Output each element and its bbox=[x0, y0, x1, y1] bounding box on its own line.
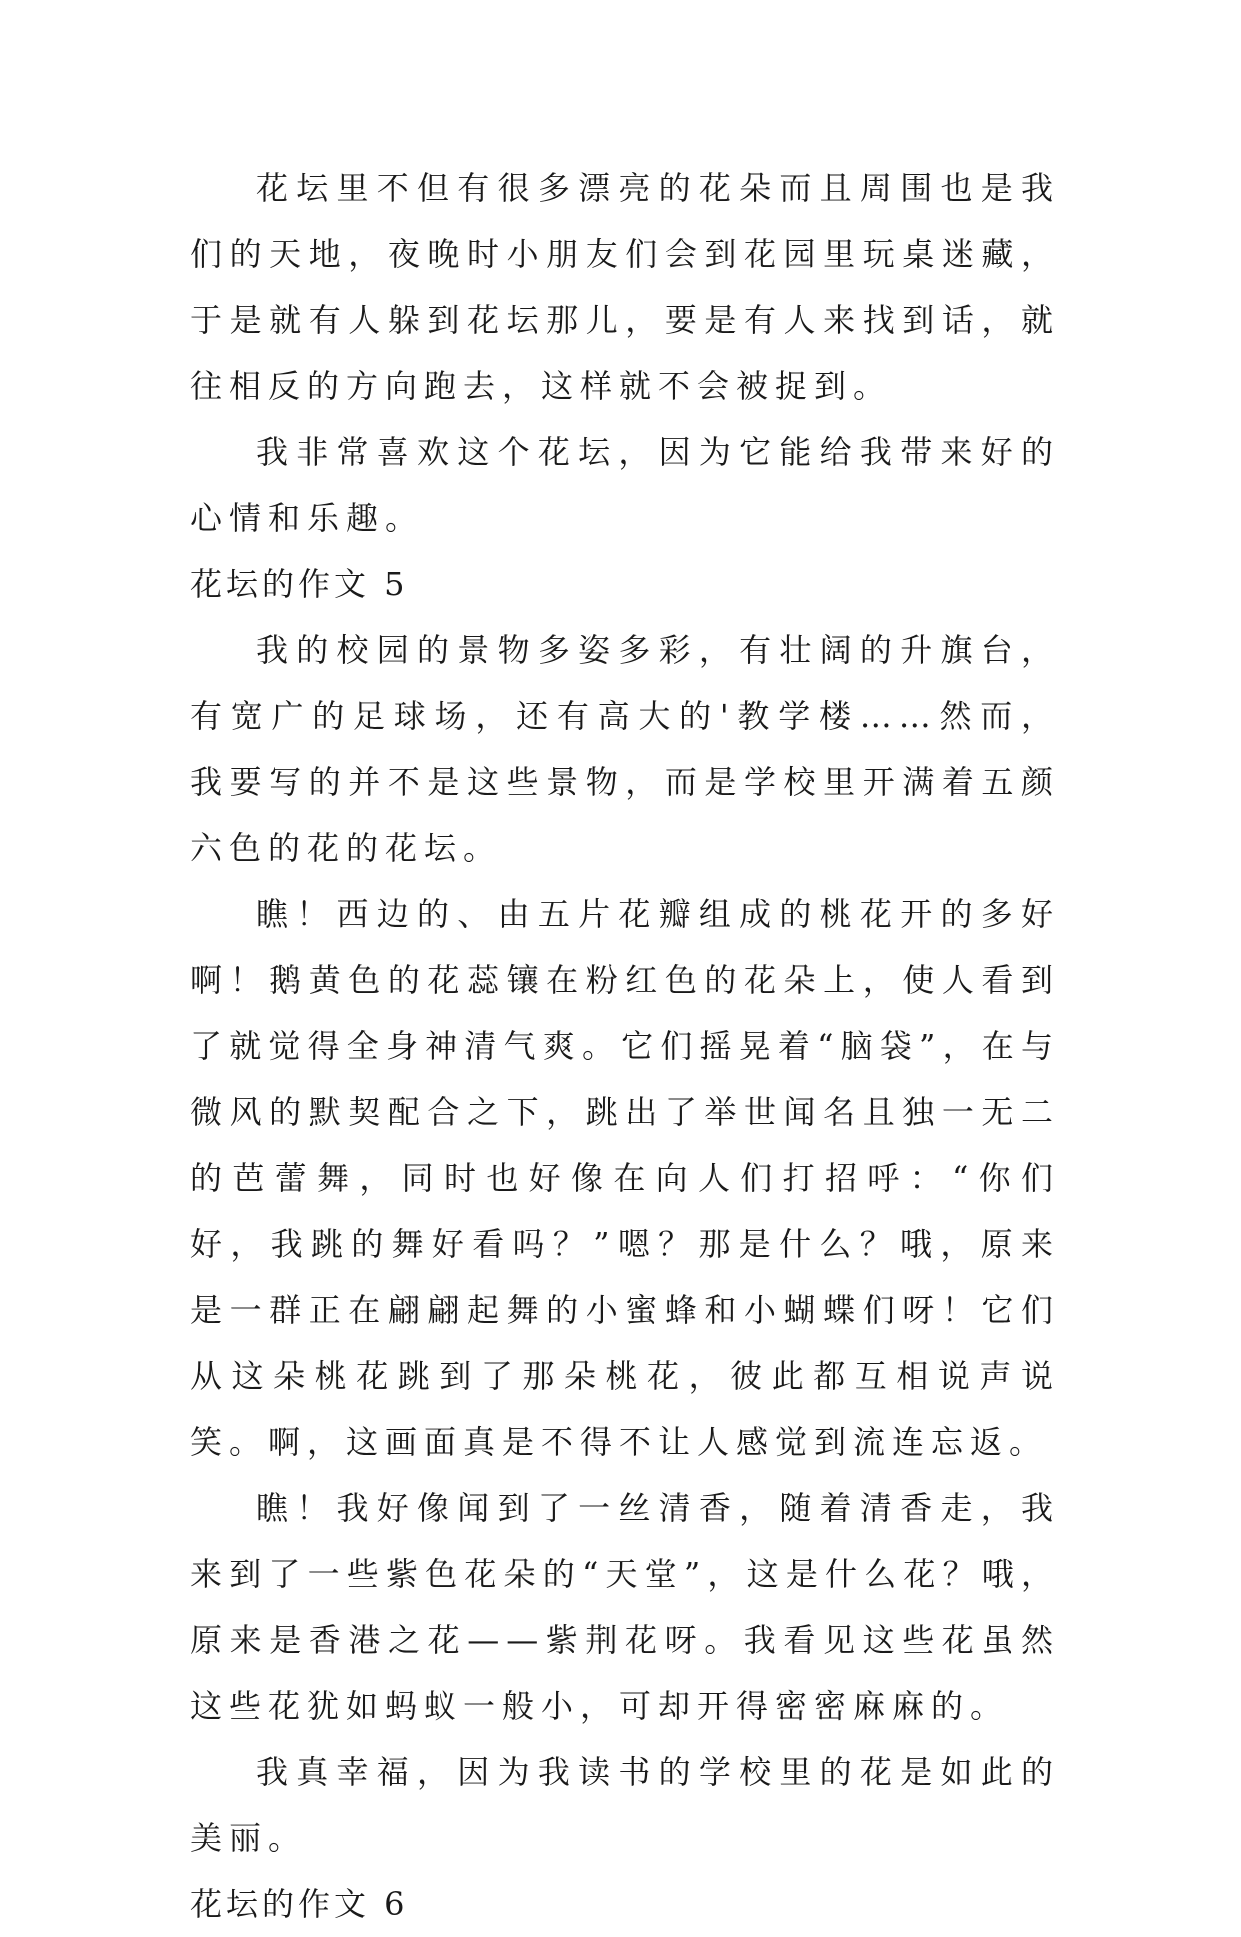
paragraph: 瞧！我好像闻到了一丝清香，随着清香走，我来到了一些紫色花朵的“天堂”，这是什么花？哦，原来是香港之花——紫荆花呀。我看见这些花虽然这些花犹如蚂蚁一般小，可却开得密密麻麻的。 bbox=[190, 1489, 1060, 1725]
paragraph: 花坛里不但有很多漂亮的花朵而且周围也是我们的天地，夜晚时小朋友们会到花园里玩桌迷藏，于是就有人躲到花坛那儿，要是有人来找到话，就往相反的方向跑去，这样就不会被捉到。 bbox=[190, 169, 1060, 405]
paragraph: 瞧！西边的、由五片花瓣组成的桃花开的多好啊！鹅黄色的花蕊镶在粉红色的花朵上，使人看到了就觉得全身神清气爽。它们摇晃着“脑袋”，在与微风的默契配合之下，跳出了举世闻名且独一无二的芭蕾舞，同时也好像在向人们打招呼：“你们好，我跳的舞好看吗？”嗯？那是什么？哦，原来是一群正在翩翩起舞的小蜜蜂和小蝴蝶们呀！它们从这朵桃花跳到了那朵桃花，彼此都互相说声说笑。啊，这画面真是不得不让人感觉到流连忘返。 bbox=[190, 895, 1060, 1461]
section-heading: 花坛的作文 6 bbox=[190, 1885, 409, 1923]
document-body bbox=[190, 155, 1060, 1937]
paragraph: 我真幸福，因为我读书的学校里的花是如此的美丽。 bbox=[190, 1753, 1060, 1857]
paragraph: 我非常喜欢这个花坛，因为它能给我带来好的心情和乐趣。 bbox=[190, 433, 1060, 537]
paragraph: 我的校园的景物多姿多彩，有壮阔的升旗台，有宽广的足球场，还有高大的'教学楼……然而，我要写的并不是这些景物，而是学校里开满着五颜六色的花的花坛。 bbox=[190, 631, 1060, 867]
section-heading: 花坛的作文 5 bbox=[190, 565, 409, 603]
